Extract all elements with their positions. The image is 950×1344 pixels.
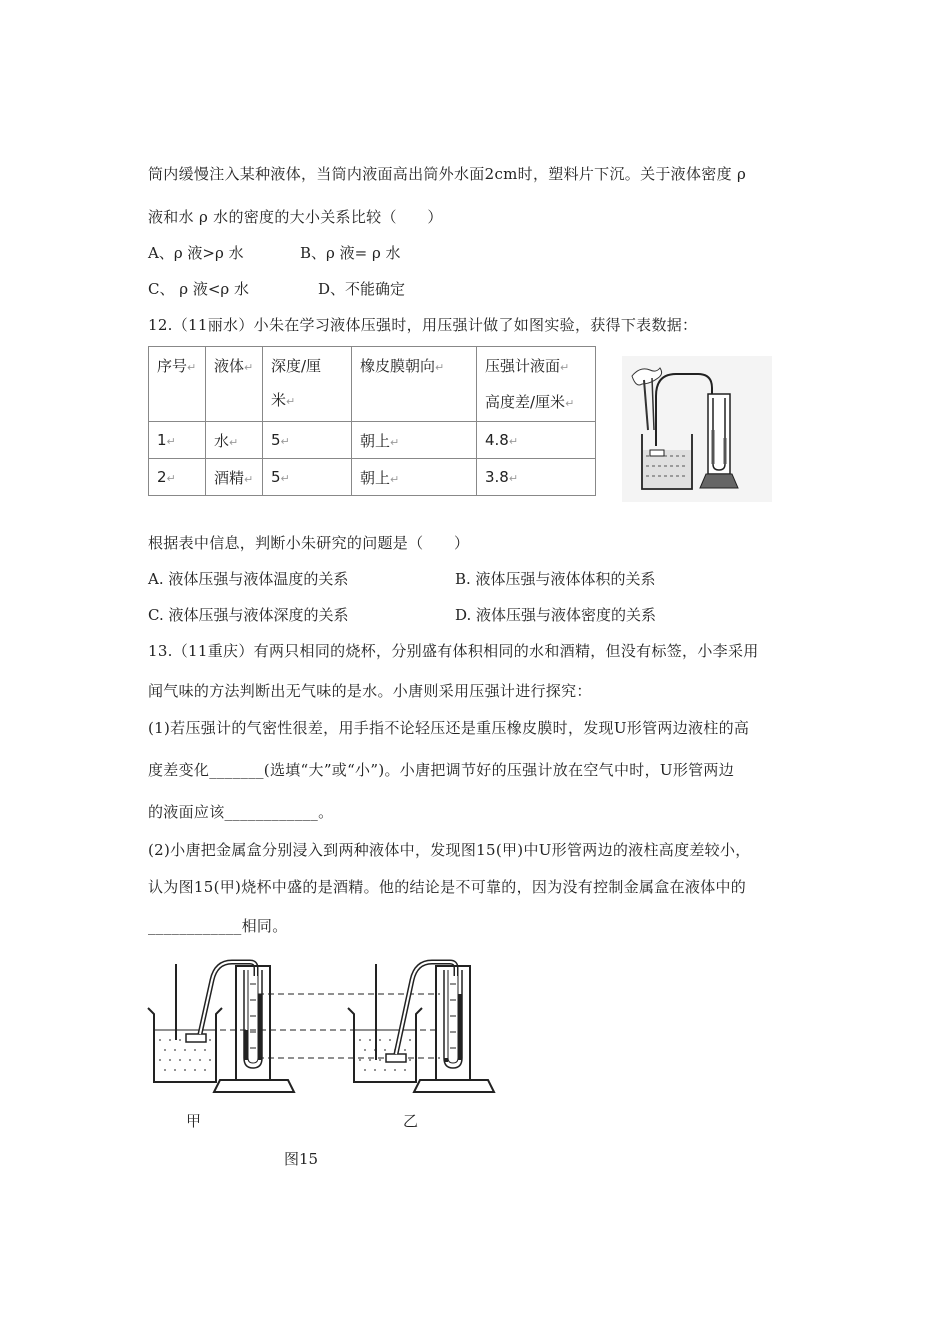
header-cell-index: 序号↵ (149, 347, 206, 422)
q11-option-b: B、ρ 液= ρ 水 (300, 244, 401, 262)
cell-liquid: 水↵ (206, 422, 263, 459)
q13-part2-line3: ____________相同。 (148, 917, 288, 935)
q11-option-a: A、ρ 液>ρ 水 (148, 244, 244, 262)
figure-label-jia: 甲 (186, 1112, 202, 1130)
q11-option-d: D、不能确定 (318, 280, 406, 298)
table-header-row (149, 347, 596, 422)
figure-label-yi: 乙 (403, 1112, 419, 1130)
q13-stem-line1: 13.（11重庆）有两只相同的烧杯，分别盛有体积相同的水和酒精，但没有标签，小李采用 (148, 642, 759, 660)
pressure-gauge-photo (622, 356, 772, 502)
figure-15-diagram (140, 950, 500, 1120)
q13-part2-line2: 认为图15(甲)烧杯中盛的是酒精。他的结论是不可靠的，因为没有控制金属盒在液体中的 (148, 878, 747, 896)
q12-option-a: A. 液体压强与液体温度的关系 (148, 570, 349, 588)
cell-height-diff: 4.8↵ (477, 422, 596, 459)
q13-part1-line3: 的液面应该____________。 (148, 803, 334, 821)
q13-part1-line2: 度差变化_______(选填“大”或“小”)。小唐把调节好的压强计放在空气中时，U形管两边 (148, 761, 735, 779)
table-row (149, 459, 596, 496)
header-cell-depth: 深度/厘 米↵ (263, 347, 352, 422)
gauge-jia (148, 962, 294, 1092)
q13-stem-line2: 闻气味的方法判断出无气味的是水。小唐则采用压强计进行探究： (148, 682, 592, 700)
q11-stem-line1: 筒内缓慢注入某种液体，当筒内液面高出筒外水面2cm时，塑料片下沉。关于液体密度 ρ (148, 165, 747, 183)
cell-membrane: 朝上↵ (352, 422, 477, 459)
q11-stem-line2: 液和水 ρ 水的密度的大小关系比较（ ） (148, 208, 443, 226)
header-cell-membrane: 橡皮膜朝向↵ (352, 347, 477, 422)
gauge-yi (348, 962, 494, 1092)
cell-depth: 5↵ (263, 422, 352, 459)
header-cell-liquid: 液体↵ (206, 347, 263, 422)
cell-height-diff: 3.8↵ (477, 459, 596, 496)
q13-part1-line1: (1)若压强计的气密性很差，用手指不论轻压还是重压橡皮膜时，发现U形管两边液柱的高 (148, 719, 750, 737)
cell-index: 2↵ (149, 459, 206, 496)
figure-caption: 图15 (284, 1150, 319, 1168)
q12-question: 根据表中信息，判断小朱研究的问题是（ ） (148, 534, 470, 552)
data-table (148, 346, 596, 496)
cell-liquid: 酒精↵ (206, 459, 263, 496)
q12-option-d: D. 液体压强与液体密度的关系 (455, 606, 657, 624)
q11-option-c: C、 ρ 液<ρ 水 (148, 280, 249, 298)
q12-option-c: C. 液体压强与液体深度的关系 (148, 606, 349, 624)
q12-option-b: B. 液体压强与液体体积的关系 (455, 570, 656, 588)
table-row (149, 422, 596, 459)
cell-depth: 5↵ (263, 459, 352, 496)
q12-stem: 12.（11丽水）小朱在学习液体压强时，用压强计做了如图实验，获得下表数据： (148, 316, 698, 334)
cell-index: 1↵ (149, 422, 206, 459)
cell-membrane: 朝上↵ (352, 459, 477, 496)
q13-part2-line1: (2)小唐把金属盒分别浸入到两种液体中，发现图15(甲)中U形管两边的液柱高度差较小， (148, 841, 751, 859)
header-cell-height-diff: 压强计液面↵ 高度差/厘米↵ (477, 347, 596, 422)
